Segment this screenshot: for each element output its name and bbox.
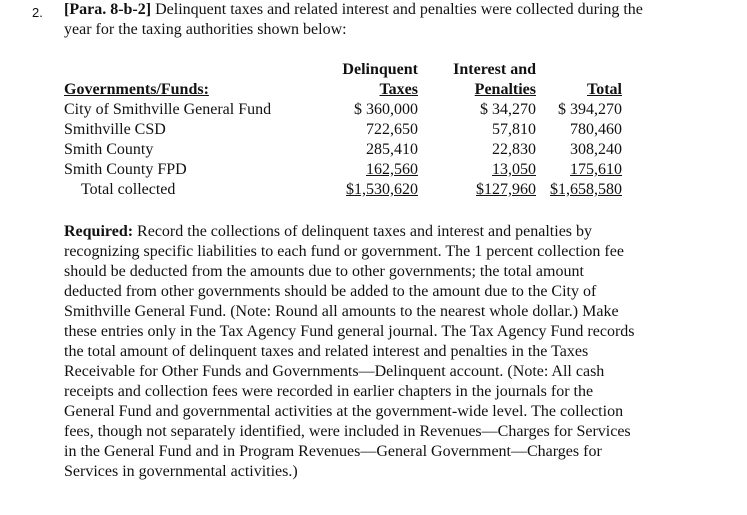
row-total: $ 394,270	[558, 101, 622, 118]
row-name: Smith County FPD	[64, 161, 187, 178]
total-grand-value: $1,658,580	[550, 181, 622, 198]
header-taxes-top: Delinquent	[342, 61, 418, 78]
row-taxes: 285,410	[366, 141, 418, 158]
row-taxes	[330, 160, 418, 180]
total-taxes	[330, 180, 418, 200]
collections-table	[64, 60, 634, 202]
header-total-label: Total	[587, 81, 622, 98]
header-penalties	[444, 80, 536, 100]
row-penalties: 22,830	[492, 141, 536, 158]
header-taxes	[330, 80, 418, 100]
total-penalties	[444, 180, 536, 200]
row-penalties	[444, 160, 536, 180]
header-penalties-top: Interest and	[453, 61, 536, 78]
total-row-label: Total collected	[81, 181, 176, 198]
total-taxes-value: $1,530,620	[346, 181, 418, 198]
row-name: Smithville CSD	[64, 121, 166, 138]
header-taxes-label: Taxes	[379, 81, 418, 98]
header-penalties-label: Penalties	[474, 81, 536, 98]
row-taxes-value: 162,560	[366, 161, 418, 178]
row-total	[540, 160, 622, 180]
problem-intro	[64, 0, 664, 40]
problem-intro-text: Delinquent taxes and related interest and penalties were collected during the year for the taxing authorities shown below:	[64, 1, 643, 38]
required-text: Record the collections of delinquent taxes and interest and penalties by recognizing specific liabilities to each fund or government. The 1 percent collection fee should be deducted from the amounts due to other governments; the total amount deducted from other governments should be added to the amount due to the City of Smithville General Fund. (Note: Round all amounts to the nearest whole dollar.) Make these entries only in the Tax Agency Fund general journal. The Tax Agency Fund records the total amount of delinquent taxes and related interest and penalties in the Taxes Receivable for Other Funds and Governments—Delinquent account. (Note: All cash receipts and collection fees were recorded in earlier chapters in the journals for the General Fund and governmental activities at the government-wide level. The collection fees, though not separately identified, were included in Revenues—Charges for Services in the General Fund and in Program Revenues—General Government—Charges for Services in governmental activities.)	[64, 223, 635, 480]
row-total: 780,460	[570, 121, 622, 138]
row-total: 308,240	[570, 141, 622, 158]
row-name: Smith County	[64, 141, 154, 158]
total-penalties-value: $127,960	[476, 181, 536, 198]
row-name: City of Smithville General Fund	[64, 101, 272, 118]
row-penalties: 57,810	[492, 121, 536, 138]
header-total	[540, 80, 622, 100]
header-funds: Governments/Funds:	[64, 81, 209, 98]
total-grand	[540, 180, 622, 200]
row-taxes: $ 360,000	[354, 101, 418, 118]
problem-number: 2.	[32, 5, 43, 20]
row-penalties: $ 34,270	[480, 101, 536, 118]
row-taxes: 722,650	[366, 121, 418, 138]
row-penalties-value: 13,050	[492, 161, 536, 178]
required-label: Required:	[64, 223, 134, 240]
problem-reference: [Para. 8-b-2]	[64, 1, 152, 18]
row-total-value: 175,610	[570, 161, 622, 178]
required-paragraph	[64, 222, 644, 482]
